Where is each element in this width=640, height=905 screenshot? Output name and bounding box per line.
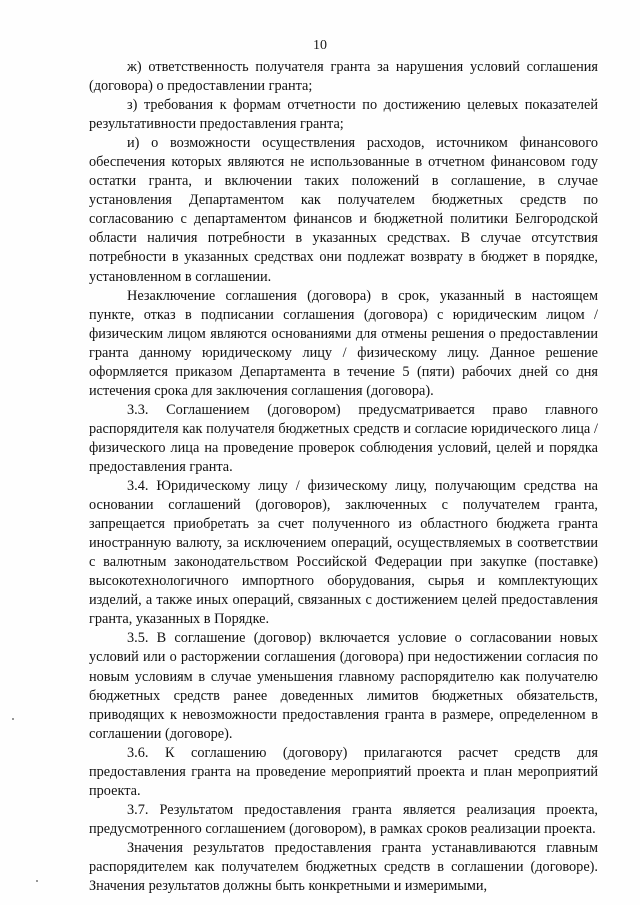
paragraph-3-3: 3.3. Соглашением (договором) предусматривается право главного распорядителя как получателя бюджетных средств и согласие юридического лица / физического лица на проведение проверок соблюдения условий, целей и порядка предоставления гранта. — [89, 401, 598, 475]
paragraph-3-5: 3.5. В соглашение (договор) включается условие о согласовании новых условий или о расторжении соглашения (договора) при недостижении согласия по новым условиям в случае уменьшения главному распорядителю как получателю бюджетных средств ранее доведенных лимитов бюджетных обязательств, приводящих к невозможности предоставления гранта в размере, определенном в соглашении (договоре). — [89, 630, 598, 742]
scan-speck-bottom — [36, 880, 38, 882]
scan-speck-left — [12, 718, 14, 720]
page-number: 10 — [313, 38, 327, 53]
paragraph-non-conclusion: Незаключение соглашения (договора) в срок, указанный в настоящем пункте, отказ в подписании соглашения (договора) с юридическим лицом / физическим лицом являются основаниями для отмены решения о предоставлении гранта данному юридическому лицу / физическому лицу. Данное решение оформляется приказом Департамента в течение 5 (пяти) рабочих дней со дня истечения срока для заключения соглашения (договора). — [89, 287, 598, 399]
paragraph-3-7: 3.7. Результатом предоставления гранта является реализация проекта, предусмотренного соглашением (договором), в рамках сроков реализации проекта. — [89, 801, 598, 837]
paragraph-zh-responsibility: ж) ответственность получателя гранта за нарушения условий соглашения (договора) о предоставлении гранта; — [89, 59, 598, 95]
paragraph-result-values: Значения результатов предоставления гранта устанавливаются главным распорядителем как получателем бюджетных средств в соглашении (договоре). Значения результатов должны быть конкретными и измеримыми, — [89, 839, 598, 895]
paragraph-3-6: 3.6. К соглашению (договору) прилагаются расчет средств для предоставления гранта на проведение мероприятий проекта и план мероприятий проекта. — [89, 744, 598, 799]
paragraph-z-reporting-requirements: з) требования к формам отчетности по достижению целевых показателей результативности предоставления гранта; — [89, 97, 598, 133]
document-body — [89, 58, 598, 896]
paragraph-3-4: 3.4. Юридическому лицу / физическому лицу, получающим средства на основании соглашений (договоров), заключенных с получателем гранта, запрещается приобретать за счет полученного из областного бюджета гранта иностранную валюту, за исключением операций, осуществляемых в соответствии с валютным законодательством Российской Федерации при закупке (поставке) высокотехнологичного импортного оборудования, сырья и комплектующих изделий, а также иных операций, связанных с достижением целей предоставления гранта, указанных в Порядке. — [89, 478, 598, 628]
paragraph-i-unused-balances: и) о возможности осуществления расходов, источником финансового обеспечения которых являются не использованные в отчетном финансовом году остатки гранта, и включении таких положений в соглашение, в случае установления Департаментом как получателем бюджетных средств по согласованию с департаментом финансов и бюджетной политики Белгородской области наличия потребности в указанных средствах. В случае отсутствия потребности в указанных средствах они подлежат возврату в бюджет в порядке, установленном в соглашении. — [89, 135, 598, 285]
